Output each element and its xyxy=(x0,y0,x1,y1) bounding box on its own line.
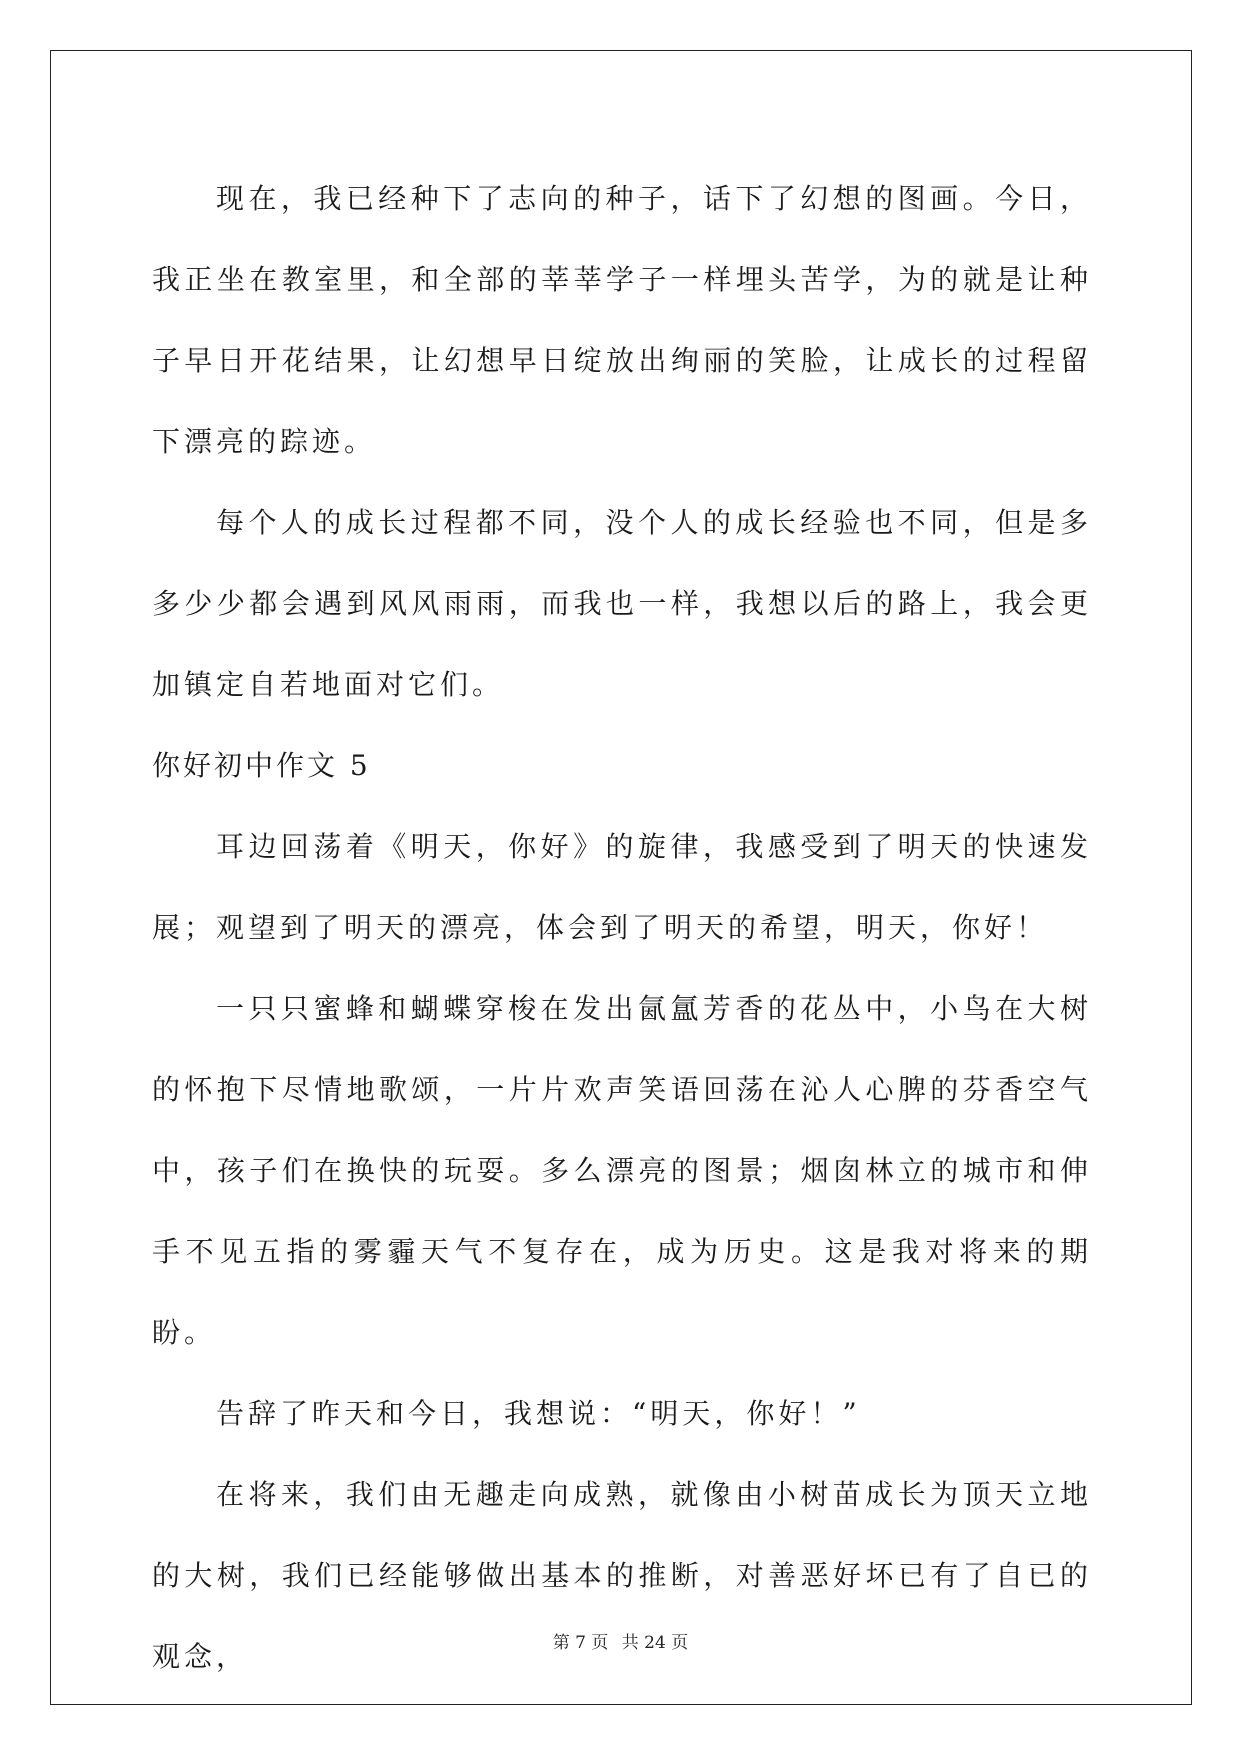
paragraph-2: 每个人的成长过程都不同，没个人的成长经验也不同，但是多多少少都会遇到风风雨雨，而我也一样，我想以后的路上，我会更加镇定自若地面对它们。 xyxy=(152,506,1092,701)
document-body xyxy=(152,158,1092,1697)
paragraph-1: 现在，我已经种下了志向的种子，话下了幻想的图画。今日，我正坐在教室里，和全部的莘莘学子一样埋头苦学，为的就是让种子早日开花结果，让幻想早日绽放出绚丽的笑脸，让成长的过程留下漂亮的踪迹。 xyxy=(152,182,1092,458)
paragraph-6: 在将来，我们由无趣走向成熟，就像由小树苗成长为顶天立地的大树，我们已经能够做出基本的推断，对善恶好坏已有了自已的观念， xyxy=(152,1478,1092,1673)
page-number: 第 7 页 xyxy=(552,1633,609,1653)
page-footer xyxy=(0,1628,1241,1653)
total-pages: 共 24 页 xyxy=(621,1633,689,1653)
paragraph-5: 告辞了昨天和今日，我想说：“明天，你好！” xyxy=(216,1397,861,1430)
paragraph-3: 耳边回荡着《明天，你好》的旋律，我感受到了明天的快速发展；观望到了明天的漂亮，体会到了明天的希望，明天，你好！ xyxy=(152,830,1092,944)
section-heading: 你好初中作文 5 xyxy=(152,749,371,782)
paragraph-4: 一只只蜜蜂和蝴蝶穿梭在发出氤氲芳香的花丛中，小鸟在大树的怀抱下尽情地歌颂，一片片欢声笑语回荡在沁人心脾的芬香空气中，孩子们在换快的玩耍。多么漂亮的图景；烟囱林立的城市和伸手不见五指的雾霾天气不复存在，成为历史。这是我对将来的期盼。 xyxy=(152,992,1092,1349)
